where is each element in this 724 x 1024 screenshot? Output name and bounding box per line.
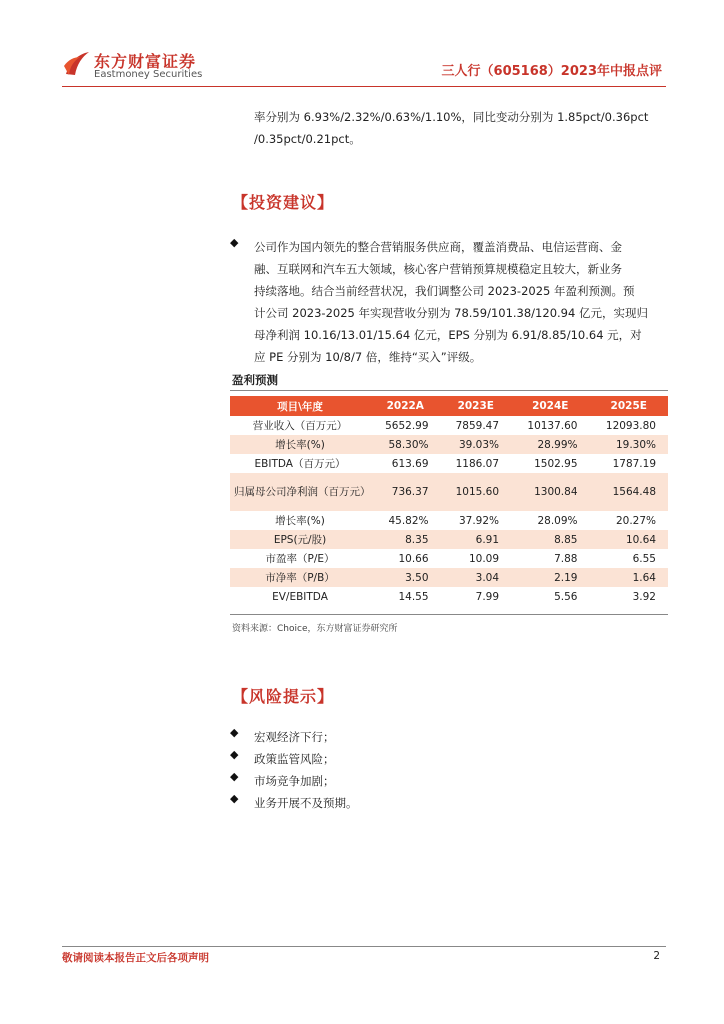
table-cell: 7.88	[554, 552, 578, 565]
risk-section-title: 【风险提示】	[232, 687, 335, 706]
table-cell: 45.82%	[388, 514, 429, 527]
table-cell: 14.55	[398, 590, 429, 603]
intro-line: 率分别为 6.93%/2.32%/0.63%/1.10%，同比变动分别为 1.85pct/0.36pct	[254, 110, 649, 124]
table-cell: 8.35	[370, 530, 441, 549]
row-label: EBITDA（百万元）	[254, 458, 346, 470]
invest-line: 持续落地。结合当前经营状况，我们调整公司 2023-2025 年盈利预测。预	[254, 284, 635, 298]
invest-text	[254, 236, 664, 368]
table-row	[230, 416, 668, 435]
invest-line: 应 PE 分别为 10/8/7 倍，维持“买入”评级。	[254, 350, 482, 364]
eastmoney-logo-icon	[62, 48, 92, 80]
table-cell: 1502.95	[534, 457, 578, 470]
table-cell: 736.37	[370, 473, 441, 511]
diamond-bullet-icon: ◆	[230, 236, 239, 249]
intro-line: /0.35pct/0.21pct。	[254, 132, 361, 146]
caption-divider	[230, 390, 668, 391]
table-cell: 6.91	[441, 530, 512, 549]
row-label: 归属母公司净利润（百万元）	[230, 473, 370, 511]
table-cell: 8.85	[511, 530, 589, 549]
table-cell: 1.64	[590, 568, 669, 587]
row-label: 增长率(%)	[230, 435, 370, 454]
table-cell: 10.66	[398, 552, 429, 565]
table-cell: 1564.48	[590, 473, 669, 511]
table-cell: 1015.60	[441, 473, 512, 511]
table-cell: 6.55	[632, 552, 656, 565]
invest-section-title: 【投资建议】	[232, 193, 335, 212]
invest-line: 融、互联网和汽车五大领域，核心客户营销预算规模稳定且较大，新业务	[254, 262, 622, 276]
table-source: 资料来源：Choice，东方财富证券研究所	[232, 624, 398, 634]
table-row	[230, 587, 668, 606]
table-cell: 3.92	[632, 590, 656, 603]
table-cell: 37.92%	[458, 514, 500, 527]
table-cell: 28.99%	[511, 435, 589, 454]
row-label: 市净率（P/B）	[230, 568, 370, 587]
table-cell: 5652.99	[385, 419, 429, 432]
table-cell: 3.50	[370, 568, 441, 587]
diamond-bullet-icon: ◆	[230, 792, 239, 805]
risk-text: 政策监管风险；	[254, 752, 335, 766]
eastmoney-logo	[62, 48, 212, 84]
row-label: 增长率(%)	[275, 515, 325, 527]
table-header-cell: 2023E	[441, 396, 512, 416]
diamond-bullet-icon: ◆	[230, 748, 239, 761]
table-row	[230, 473, 668, 511]
diamond-bullet-icon: ◆	[230, 770, 239, 783]
table-cell: 10137.60	[527, 419, 578, 432]
invest-line: 公司作为国内领先的整合营销服务供应商，覆盖消费品、电信运营商、金	[254, 240, 622, 254]
intro-paragraph	[254, 106, 664, 150]
table-header-cell: 2022A	[370, 396, 441, 416]
footer-disclaimer: 敬请阅读本报告正文后各项声明	[62, 952, 209, 964]
header-divider	[62, 86, 666, 87]
page-header	[0, 0, 724, 90]
invest-line: 母净利润 10.16/13.01/15.64 亿元，EPS 分别为 6.91/8.85/10.64 元，对	[254, 328, 642, 342]
table-cell: 7859.47	[455, 419, 500, 432]
diamond-bullet-icon: ◆	[230, 726, 239, 739]
table-header-row	[230, 396, 668, 416]
row-label: EPS(元/股)	[230, 530, 370, 549]
risk-text: 宏观经济下行；	[254, 730, 335, 744]
risk-text: 市场竞争加剧；	[254, 774, 335, 788]
table-header-cell: 项目\年度	[230, 396, 370, 416]
table-row	[230, 435, 668, 454]
footer-divider	[62, 946, 666, 947]
table-row	[230, 549, 668, 568]
table-cell: 58.30%	[370, 435, 441, 454]
row-label: 营业收入（百万元）	[252, 420, 348, 432]
table-caption: 盈利预测	[232, 373, 278, 387]
table-row	[230, 511, 668, 530]
table-cell: 1787.19	[612, 457, 656, 470]
page-number: 2	[653, 950, 660, 962]
table-row	[230, 530, 668, 549]
profit-forecast-table	[230, 396, 668, 606]
report-title: 三人行（605168）2023年中报点评	[441, 64, 662, 79]
logo-en-text: Eastmoney Securities	[94, 69, 203, 80]
table-cell: 613.69	[391, 457, 429, 470]
table-header-cell: 2025E	[590, 396, 669, 416]
row-label: EV/EBITDA	[272, 590, 328, 603]
logo-cn-text: 东方财富证券	[94, 52, 197, 71]
table-cell: 39.03%	[441, 435, 512, 454]
invest-line: 计公司 2023-2025 年实现营收分别为 78.59/101.38/120.94 亿元，实现归	[254, 306, 648, 320]
table-cell: 1300.84	[511, 473, 589, 511]
table-cell: 10.64	[590, 530, 669, 549]
table-cell: 20.27%	[615, 514, 656, 527]
table-row	[230, 454, 668, 473]
table-bottom-divider	[230, 614, 668, 615]
table-header-cell: 2024E	[511, 396, 589, 416]
table-cell: 12093.80	[605, 419, 656, 432]
table-row	[230, 568, 668, 587]
table-cell: 10.09	[468, 552, 500, 565]
table-cell: 7.99	[475, 590, 500, 603]
risk-text: 业务开展不及预期。	[254, 796, 358, 810]
table-cell: 1186.07	[455, 457, 500, 470]
table-cell: 28.09%	[537, 514, 578, 527]
row-label: 市盈率（P/E）	[265, 553, 335, 565]
table-cell: 3.04	[441, 568, 512, 587]
table-cell: 5.56	[554, 590, 578, 603]
table-cell: 2.19	[511, 568, 589, 587]
table-cell: 19.30%	[590, 435, 669, 454]
